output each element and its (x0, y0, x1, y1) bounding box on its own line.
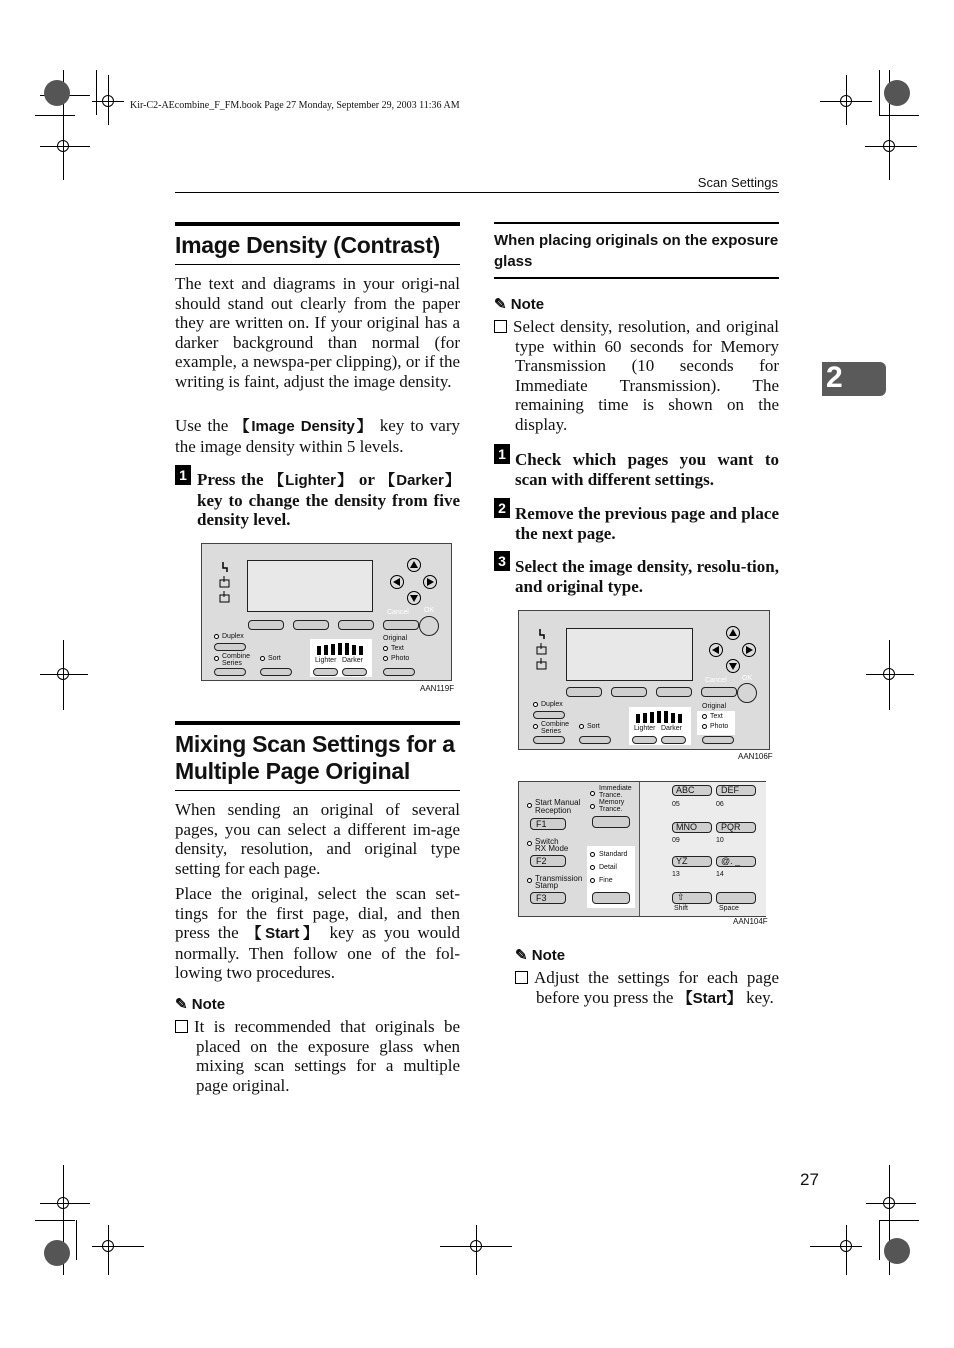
lighter-key[interactable] (632, 736, 657, 744)
led (527, 803, 532, 808)
lighter-label: Lighter (315, 657, 337, 664)
section-title: Image Density (Contrast) (175, 232, 441, 258)
lcd-display (566, 628, 693, 681)
note-item: It is recommended that originals be placed on the exposure glass when mixing scan settings for a multiple page original. (175, 1017, 460, 1095)
density-scale-icon (635, 710, 685, 724)
cancel-key[interactable] (383, 620, 419, 630)
series-label: Series (222, 660, 242, 667)
subheading: When placing originals on the exposure glass (494, 232, 779, 270)
paragraph: The text and diagrams in your origi-nal should stand out clearly from the paper they are written on. If your original has a darker background than normal (for example, a newspa-per clipping), or if the writing is faint, adjust the image density. (175, 274, 460, 391)
key-number: 10 (716, 837, 724, 844)
switch-label: Switch (535, 837, 559, 846)
memory-label: Memory (599, 799, 625, 806)
photo-label: Photo (391, 655, 410, 662)
combine-key[interactable] (533, 736, 565, 744)
led (527, 878, 532, 883)
status-icons (535, 627, 549, 675)
ok-label: OK (424, 607, 435, 614)
led (214, 656, 219, 661)
lcd-display (247, 560, 373, 612)
stamp-label: Stamp (535, 881, 559, 890)
led (590, 791, 595, 796)
checkbox-icon (494, 320, 507, 333)
keypad-figure (518, 781, 766, 917)
step-text: Press the 【Lighter】 or 【Darker】 key to change the density from five density level. (197, 470, 460, 529)
arrow-keys-icon (386, 556, 446, 606)
led (590, 804, 595, 809)
step-number: 2 (494, 498, 510, 518)
symbols-label: @. _ (721, 856, 741, 866)
standard-label: Standard (599, 851, 628, 858)
combine-label: Combine (541, 721, 570, 728)
f3-label: F3 (536, 893, 547, 903)
sort-key[interactable] (579, 736, 611, 744)
original-key[interactable] (383, 668, 415, 676)
led (590, 852, 595, 857)
ok-label: OK (742, 675, 753, 682)
key-name: 【Image Density】 (234, 418, 374, 435)
darker-label: Darker (342, 657, 364, 664)
f2-label: F2 (536, 856, 547, 866)
subhead-rule (494, 222, 779, 224)
darker-label: Darker (661, 725, 683, 732)
figure-code: AAN104F (733, 917, 768, 926)
led (579, 724, 584, 729)
soft-key[interactable] (611, 687, 647, 697)
section-title: Mixing Scan Settings for a Multiple Page Original (175, 731, 455, 784)
figure-code: AAN119F (420, 684, 455, 693)
mno-label: MNO (676, 822, 697, 832)
fine-label: Fine (599, 877, 613, 884)
photo-label: Photo (710, 723, 729, 730)
note-item: Adjust the settings for each page before you press the 【Start】 key. (515, 968, 779, 1008)
section-title-underline (175, 790, 460, 791)
transmission-label: Transmission (535, 874, 583, 883)
shift-label: Shift (674, 905, 689, 912)
step-text: Select the image density, resolu-tion, and original type. (515, 557, 779, 596)
reception-label: Reception (535, 806, 572, 815)
key-number: 13 (672, 871, 680, 878)
led (590, 878, 595, 883)
header-rule (175, 192, 779, 193)
chapter-number: 2 (826, 361, 843, 394)
duplex-label: Duplex (222, 633, 244, 640)
rx-mode-label: RX Mode (535, 844, 569, 853)
led (533, 702, 538, 707)
darker-key[interactable] (342, 668, 367, 676)
space-key[interactable] (716, 892, 756, 904)
note-heading: ✎ Note (494, 296, 545, 313)
paragraph: Place the original, select the scan set-tings for the first page, dial, and then press the 【Start】 key as you would normally. Then follow one of the fol-lowing two procedures. (175, 884, 460, 982)
combine-key[interactable] (214, 668, 246, 676)
pencil-icon: ✎ (515, 947, 528, 964)
f1-label: F1 (536, 819, 547, 829)
chapter-tab (822, 362, 886, 396)
key-number: 05 (672, 801, 680, 808)
key-number: 09 (672, 837, 680, 844)
text-label: Text (391, 645, 404, 652)
section-rule (175, 721, 460, 725)
pencil-icon: ✎ (175, 996, 188, 1013)
step-number: 1 (175, 465, 191, 485)
led (260, 656, 265, 661)
yz-label: YZ (676, 856, 688, 866)
start-manual-label: Start Manual (535, 798, 581, 807)
note-item: Select density, resolution, and original type within 60 seconds for Memory Transmission (10 seconds for Immediate Transmission). The remaining time is shown on the display. (494, 317, 779, 434)
key-number: 14 (716, 871, 724, 878)
original-label: Original (702, 703, 727, 710)
abc-label: ABC (676, 785, 695, 795)
led (533, 724, 538, 729)
led (702, 724, 707, 729)
section-title-underline (175, 264, 460, 265)
key-number: 06 (716, 801, 724, 808)
paragraph: When sending an original of several pages, you can select a different im-age density, resolution, and original type setting for each page. (175, 800, 460, 878)
paragraph: Use the 【Image Density】 key to vary the image density within 5 levels. (175, 416, 460, 456)
pencil-icon: ✎ (494, 296, 507, 313)
sort-label: Sort (587, 723, 600, 730)
soft-key[interactable] (338, 620, 374, 630)
checkbox-icon (175, 1020, 188, 1033)
arrow-keys-icon (705, 624, 765, 674)
step-number: 3 (494, 551, 510, 571)
soft-key[interactable] (248, 620, 284, 630)
trance-label: Trance. (599, 792, 623, 799)
duplex-key[interactable] (533, 711, 565, 719)
step-text: Check which pages you want to scan with different settings. (515, 450, 779, 489)
figure-code: AAN106F (738, 752, 773, 761)
section-rule (175, 222, 460, 226)
step-number: 1 (494, 444, 510, 464)
led (590, 865, 595, 870)
shift-icon: ⇧ (677, 892, 685, 902)
density-scale-icon (316, 642, 366, 656)
page-number: 27 (800, 1170, 819, 1189)
led (214, 634, 219, 639)
sort-label: Sort (268, 655, 281, 662)
note-heading: ✎ Note (515, 947, 566, 964)
lighter-key[interactable] (313, 668, 338, 676)
led (702, 714, 707, 719)
cancel-label: Cancel (705, 677, 727, 684)
status-icons (218, 560, 232, 608)
darker-key[interactable] (661, 736, 686, 744)
def-label: DEF (721, 785, 739, 795)
duplex-label: Duplex (541, 701, 563, 708)
sort-key[interactable] (260, 668, 292, 676)
space-label: Space (719, 905, 739, 912)
checkbox-icon (515, 971, 528, 984)
cancel-label: Cancel (387, 609, 409, 616)
transmission-mode-key[interactable] (592, 816, 630, 828)
ok-button[interactable] (737, 683, 757, 703)
running-head: Scan Settings (697, 175, 778, 190)
lighter-label: Lighter (634, 725, 656, 732)
led (383, 646, 388, 651)
original-key[interactable] (702, 736, 734, 744)
duplex-key[interactable] (214, 643, 246, 651)
series-label: Series (541, 728, 561, 735)
soft-key[interactable] (293, 620, 329, 630)
combine-label: Combine (222, 653, 251, 660)
led (527, 841, 532, 846)
control-panel-figure (201, 543, 452, 681)
resolution-key[interactable] (592, 892, 630, 904)
step-text: Remove the previous page and place the next page. (515, 504, 779, 543)
text-label: Text (710, 713, 723, 720)
original-label: Original (383, 635, 408, 642)
trance-label: Trance. (599, 806, 623, 813)
note-heading: ✎ Note (175, 996, 226, 1013)
cancel-key[interactable] (701, 687, 737, 697)
soft-key[interactable] (656, 687, 692, 697)
soft-key[interactable] (566, 687, 602, 697)
ok-button[interactable] (419, 616, 439, 636)
led (383, 656, 388, 661)
control-panel-figure (518, 610, 770, 750)
pqr-label: PQR (721, 822, 741, 832)
immediate-label: Immediate (599, 785, 632, 792)
detail-label: Detail (599, 864, 617, 871)
file-info: Kir-C2-AEcombine_F_FM.book Page 27 Monday, September 29, 2003 11:36 AM (130, 100, 460, 111)
subhead-rule (494, 277, 779, 279)
